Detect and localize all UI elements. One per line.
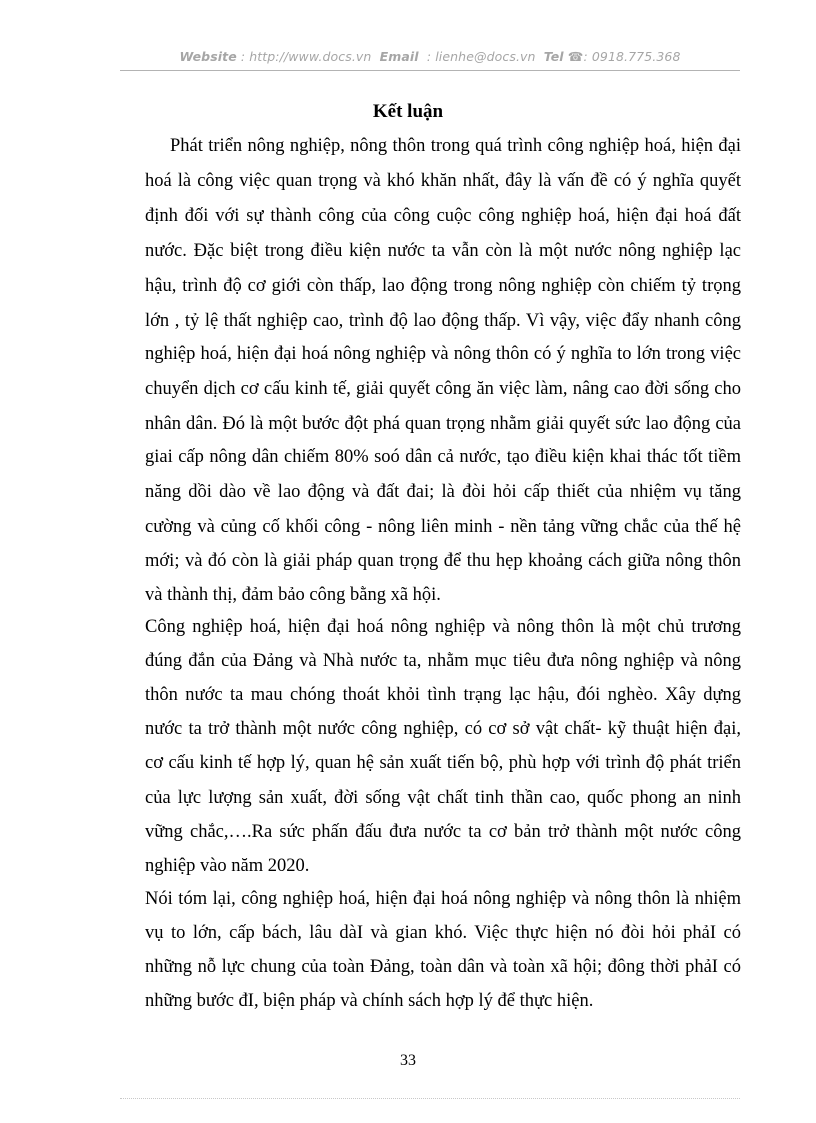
text-line: của lực lượng sản xuất, đời sống vật chất tinh thần cao, quốc phong an ninh [145, 788, 741, 808]
text-line: Phát triển nông nghiệp, nông thôn trong quá trình công nghiệp hoá, hiện đại [170, 136, 741, 156]
page-number: 33 [400, 1052, 416, 1069]
text-line: vụ to lớn, cấp bách, lâu dàI và gian khó. Việc thực hiện nó đòi hỏi phảI có [145, 923, 741, 943]
text-line: giai cấp nông dân chiếm 80% soó dân cả nước, tạo điều kiện khai thác tốt tiềm [145, 447, 741, 467]
text-line: định đối với sự thành công của công cuộc công nghiệp hoá, hiện đại hoá đất [145, 206, 741, 226]
text-line: nước ta trở thành một nước công nghiệp, có cơ sở vật chất- kỹ thuật hiện đại, [145, 719, 741, 739]
header-divider [120, 70, 740, 71]
text-line: nước. Đặc biệt trong điều kiện nước ta vẫn còn là một nước nông nghiệp lạc [145, 241, 741, 261]
text-line: năng dồi dào về lao động và đất đai; là đòi hỏi cấp thiết của nhiệm vụ tăng [145, 482, 741, 502]
text-line: và thành thị, đảm bảo công bằng xã hội. [145, 585, 441, 605]
text-line: lớn , tỷ lệ thất nghiệp cao, trình độ lao động thấp. Vì vậy, việc đẩy nhanh công [145, 311, 741, 331]
text-line: vững chắc,….Ra sức phấn đấu đưa nước ta cơ bản trở thành một nước công [145, 822, 741, 842]
text-line: nghiệp vào năm 2020. [145, 856, 310, 876]
phone-icon: ☎ [567, 49, 584, 64]
page-header [120, 49, 740, 64]
text-line: hậu, trình độ cơ giới còn thấp, lao động trong nông nghiệp còn chiếm tỷ trọng [145, 276, 741, 296]
page-title: Kết luận [372, 101, 444, 122]
text-line: cường và củng cố khối công - nông liên minh - nền tảng vững chắc của thế hệ [145, 517, 741, 537]
text-line: hoá là công việc quan trọng và khó khăn nhất, đây là vấn đề có ý nghĩa quyết [145, 171, 741, 191]
email-value[interactable]: : lienhe@docs.vn [426, 49, 536, 64]
footer-divider [120, 1098, 740, 1099]
text-line: những bước đI, biện pháp và chính sách hợp lý để thực hiện. [145, 991, 594, 1011]
text-line: đúng đắn của Đảng và Nhà nước ta, nhằm mục tiêu đưa nông nghiệp và nông [145, 651, 741, 671]
text-line: cơ cấu kinh tế hợp lý, quan hệ sản xuất tiến bộ, phù hợp với trình độ phát triển [145, 753, 741, 773]
text-line: chuyển dịch cơ cấu kinh tế, giải quyết công ăn việc làm, nâng cao đời sống cho [145, 379, 741, 399]
email-label: Email [379, 49, 419, 64]
tel-value: : 0918.775.368 [583, 49, 681, 64]
text-line: mới; và đó còn là giải pháp quan trọng để thu hẹp khoảng cách giữa nông thôn [145, 551, 741, 571]
text-line: nhân dân. Đó là một bước đột phá quan trọng nhằm giải quyết sức lao động của [145, 414, 741, 434]
text-line: những nỗ lực chung của toàn Đảng, toàn dân và toàn xã hội; đông thời phảI có [145, 957, 741, 977]
website-value[interactable]: : http://www.docs.vn [240, 49, 372, 64]
text-line: Công nghiệp hoá, hiện đại hoá nông nghiệp và nông thôn là một chủ trương [145, 617, 741, 637]
text-line: thôn nước ta mau chóng thoát khỏi tình trạng lạc hậu, đói nghèo. Xây dựng [145, 685, 741, 705]
text-line: nghiệp hoá, hiện đại hoá nông nghiệp và nông thôn có ý nghĩa to lớn trong việc [145, 344, 741, 364]
website-label: Website [179, 49, 237, 64]
text-line: Nói tóm lại, công nghiệp hoá, hiện đại hoá nông nghiệp và nông thôn là nhiệm [145, 889, 741, 909]
tel-label: Tel [543, 49, 564, 64]
